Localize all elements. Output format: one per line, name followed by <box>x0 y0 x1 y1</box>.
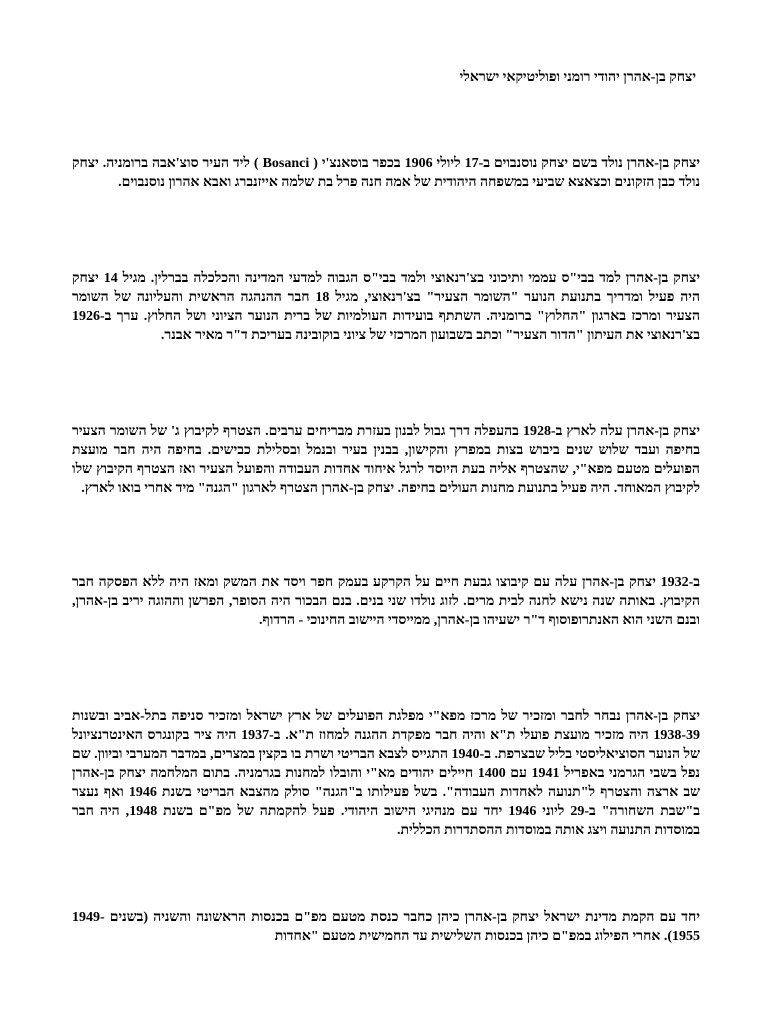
paragraph-kibbutz: ב-1932 יצחק בן-אהרן עלה עם קיבוצו גבעת חיים על הקרקע בעמק חפר ויסד את המשק ומאז היה ללא הפסקה חבר הקיבוץ. באותה שנה נישא לחנה לבית מרים. לזוג נולדו שני בנים. בנם הבכור היה הסופר, הפרשן וההוגה יריב בן-אהרן, ובנם השני הוא האנתרופוסוף ד"ר ישעיהו בן-אהרן, ממייסדי היישוב החינוכי - הרדוף. <box>72 575 700 628</box>
paragraph-education: יצחק בן-אהרן למד בבי"ס עממי ותיכוני בצ'רנאוצי ולמד בבי"ס הגבוה למדעי המדינה והכלכלה בברלין. מגיל 14 יצחק היה פעיל ומדריך בתנועת הנוער "השומר הצעיר" בצ'רנאוצי, מגיל 18 חבר ההנהגה הראשית והעליונה של השומר הצעיר ומרכז בארגון "החלוץ" ברומניה. השתתף בועידות העולמיות של ברית הנוער הציוני ושל החלוץ. ערך ב-1926 בצ'רנאוצי את העיתון "הדור הצעיר" וכתב בשבועון המרכזי של ציוני בוקובינה בעריכת ד"ר מאיר אבנר. <box>72 271 701 343</box>
document-title: יצחק בן-אהרן יהודי רומני ופוליטיקאי ישראלי <box>459 70 696 85</box>
paragraph-political-career: יצחק בן-אהרן נבחר לחבר ומזכיר של מרכז מפא"י מפלגת הפועלים של ארץ ישראל ומזכיר סניפה בתל-אביב ובשנות 1938-39 היה מזכיר מועצת פועלי ת"א והיה חבר מפקדת ההגנה למחוז ת"א. ב-1937 היה ציר בקונגרס האינטרנציונל של הנוער הסוציאליסטי בליל שבצרפת. ב-1940 התגייס לצבא הבריטי ושרת בו בקצין במצרים, במדבר המערבי וביוון. שם נפל בשבי הגרמני באפריל 1941 עם 1400 חיילים יהודים מא"י והובלו למחנות בגרמניה. בתום המלחמה יצחק בן-אהרן שב ארצה והצטרף ל"תנועה לאחדות העבודה". בשל פעילותו ב"הגנה" סולק מהצבא הבריטי בשנת 1946 ואף נעצר ב"שבת השחורה" ב-29 ליוני 1946 יחד עם מנהיגי הישוב היהודי. פעל להקמתה של מפ"ם בשנת 1948, היה חבר במוסדות התנועה ויצג אותה במוסדות ההסתדרות הכללית. <box>72 709 701 838</box>
paragraph-birth: יצחק בן-אהרן נולד בשם יצחק נוסנבוים ב-17 ליולי 1906 בכפר בוסאנצ'י ( Bosanci ) ליד העיר סוצ'אבה ברומניה. יצחק נולד כבן הזקונים וכצאצא שביעי במשפחה היהודית של אמה חנה פרל בת שלמה אייזנברג ואבא אהרון נוסנבוים. <box>72 156 700 190</box>
paragraph-knesset: יחד עם הקמת מדינת ישראל יצחק בן-אהרן כיהן כחבר כנסת מטעם מפ"ם בכנסות הראשונה והשניה (בשנים 1949-1955). אחרי הפילוג במפ"ם כיהן בכנסות השלישית עד החמישית מטעם "אחדות <box>72 910 700 944</box>
paragraph-immigration: יצחק בן-אהרן עלה לארץ ב-1928 בהעפלה דרך גבול לבנון בעזרת מבריחים ערבים. הצטרף לקיבוץ ג' של השומר הצעיר בחיפה ועבד שלוש שנים ביבוש בצות במפרץ והקישון, בבנין בעיר ובנמל ובסלילת כבישים. בחיפה היה חבר מועצת הפועלים מטעם מפא"י, שהצטרף אליה בעת היוסד לרגל איחוד אחדות העבודה והפועל הצעיר ואז הצטרף הקיבוץ שלו לקיבוץ המאוחד. היה פעיל בתנועת מחנות העולים בחיפה. יצחק בן-אהרן הצטרף לארגון "הגנה" מיד אחרי בואו לארץ. <box>72 424 700 496</box>
